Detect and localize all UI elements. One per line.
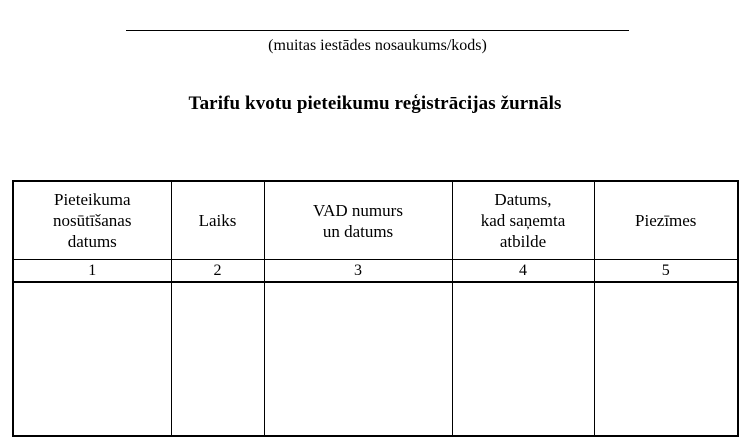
table-cell (452, 282, 594, 436)
table-cell (13, 282, 171, 436)
column-header-notes: Piezīmes (594, 181, 738, 260)
column-header-response-date: Datums, kad saņemta atbilde (452, 181, 594, 260)
table-cell (264, 282, 452, 436)
column-number-row (13, 260, 738, 283)
table-cell (171, 282, 264, 436)
column-header-time: Laiks (171, 181, 264, 260)
column-number: 5 (594, 260, 738, 283)
table-header-row (13, 181, 738, 260)
column-header-document-number: VAD numurs un datums (264, 181, 452, 260)
column-number: 3 (264, 260, 452, 283)
column-number: 4 (452, 260, 594, 283)
document-title: Tarifu kvotu pieteikumu reģistrācijas žurnāls (188, 93, 562, 114)
registration-journal-table (12, 180, 739, 437)
customs-office-caption: (muitas iestādes nosaukums/kods) (268, 37, 487, 54)
column-number: 2 (171, 260, 264, 283)
column-header-sending-date: Pieteikuma nosūtīšanas datums (13, 181, 171, 260)
column-number: 1 (13, 260, 171, 283)
table-row (13, 282, 738, 436)
signature-line (126, 30, 629, 31)
table-cell (594, 282, 738, 436)
